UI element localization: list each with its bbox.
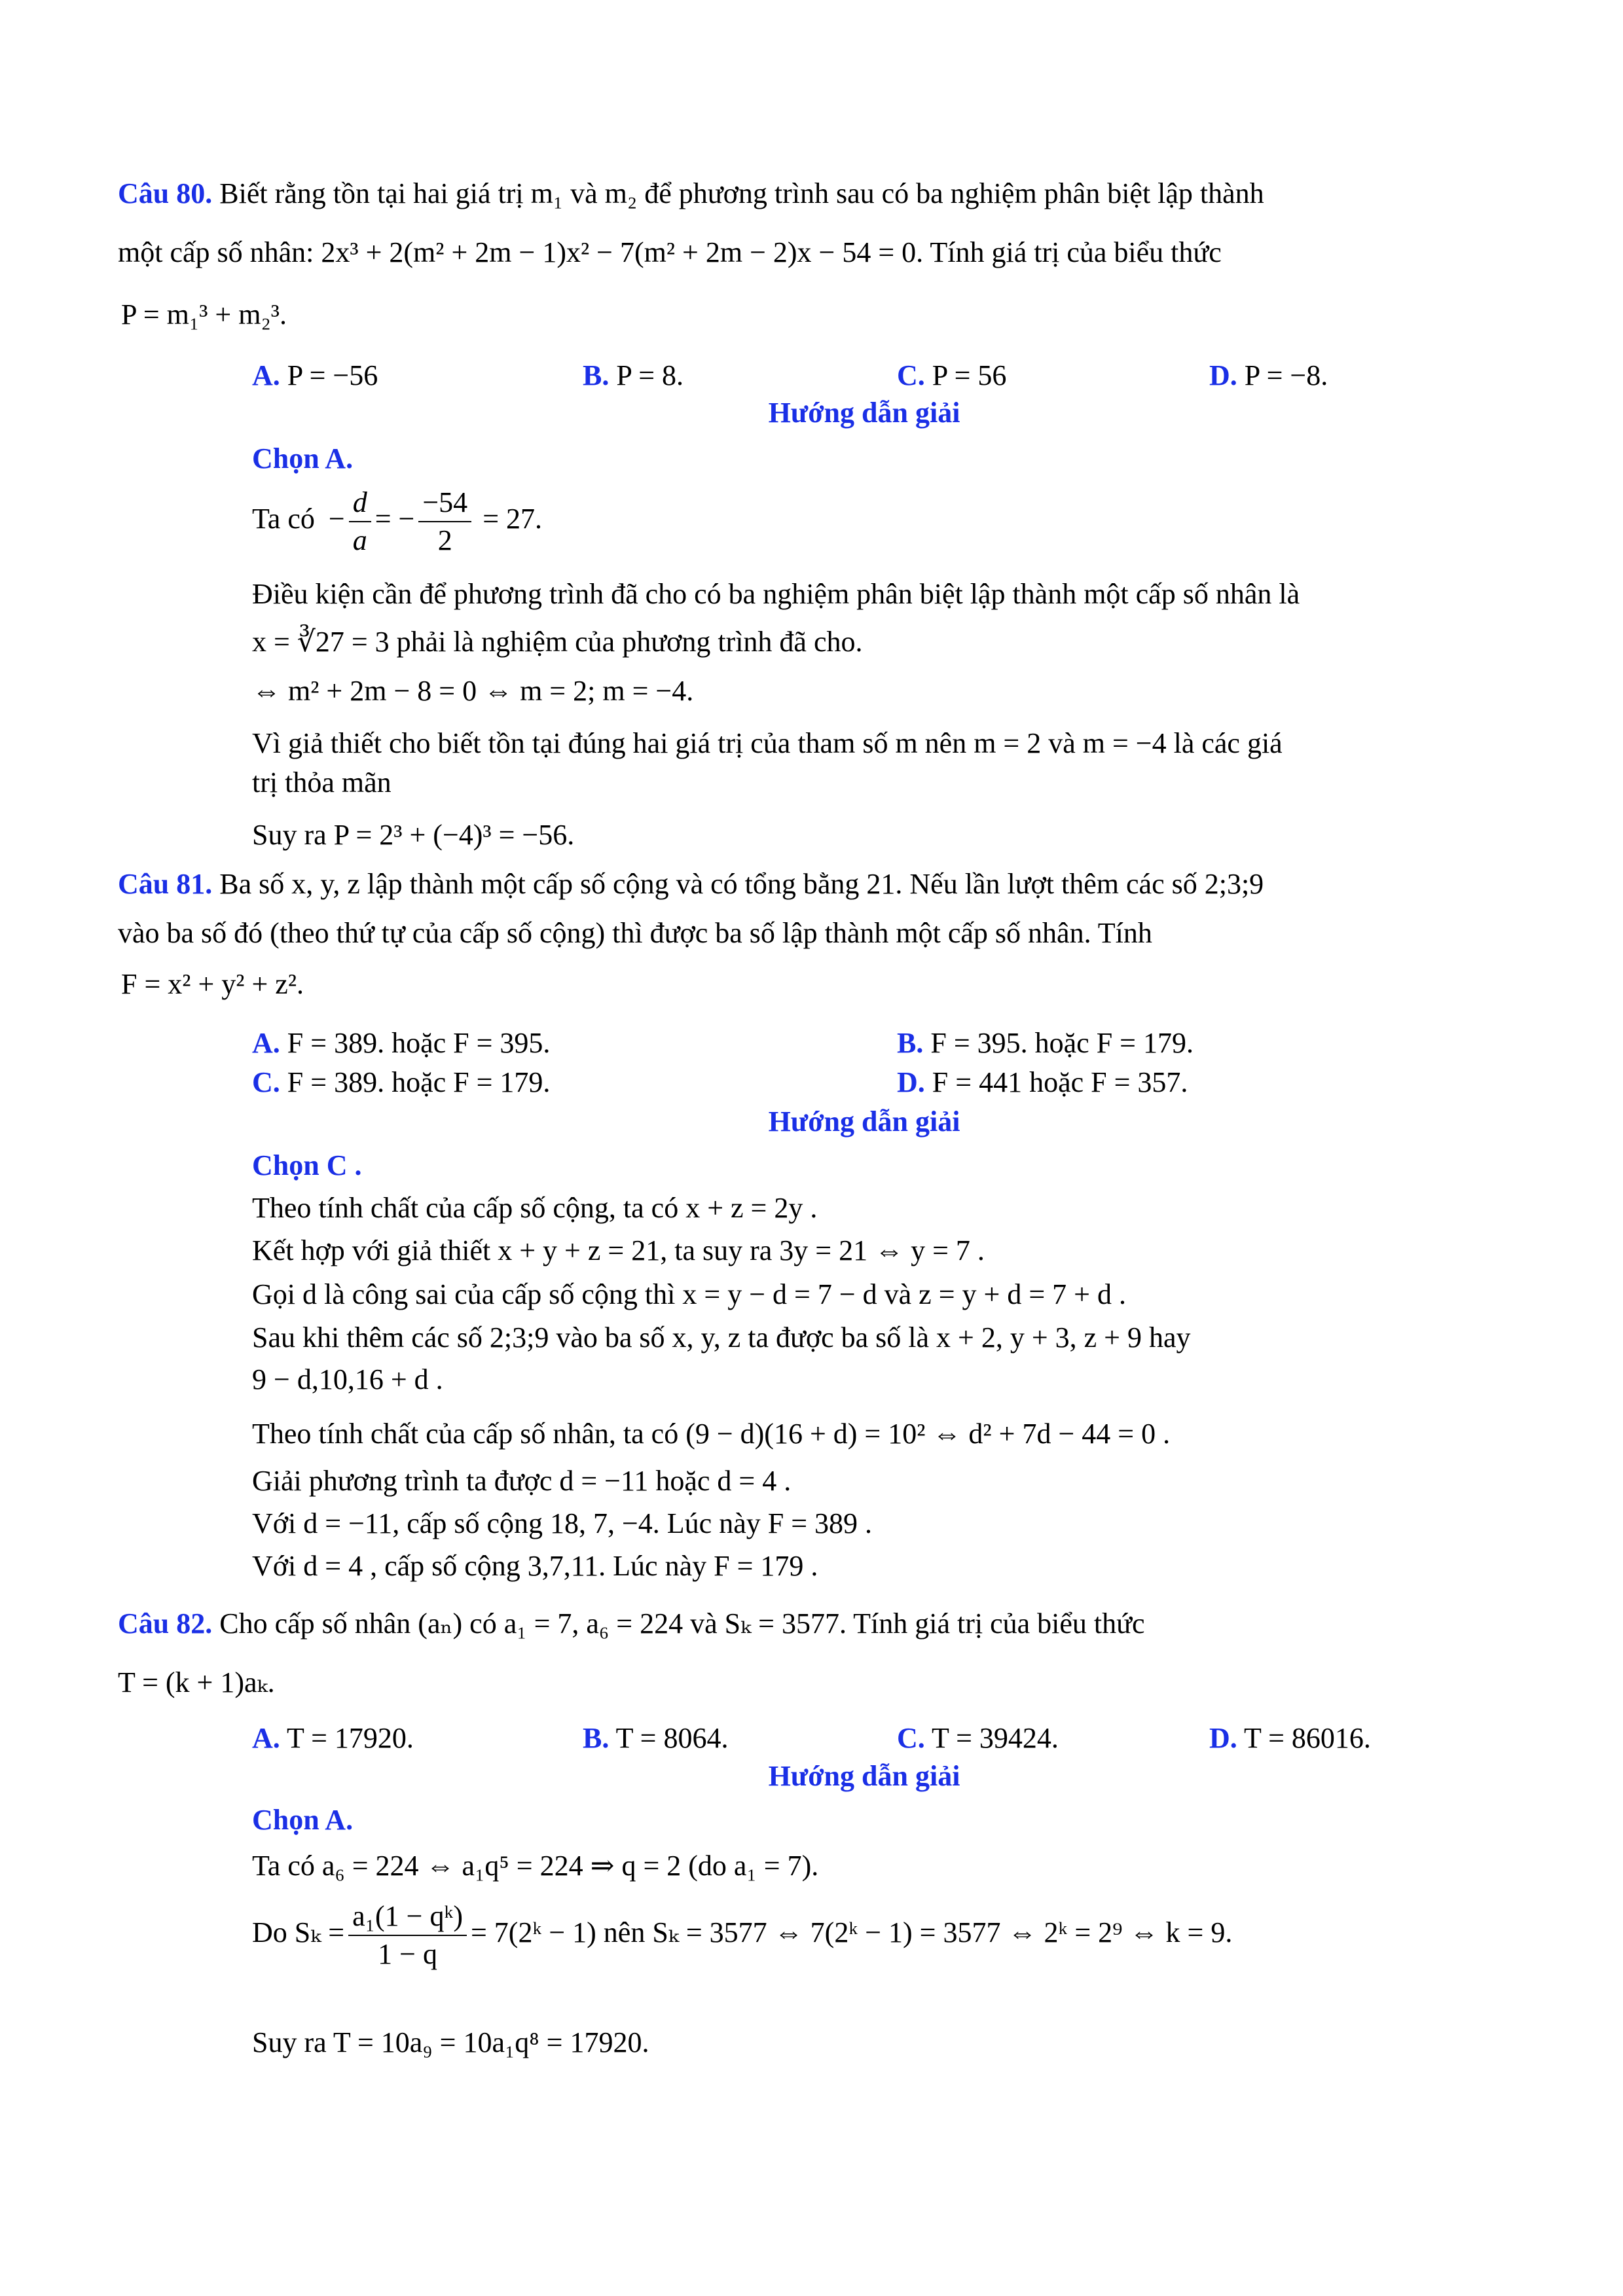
q80-sol5: Vì giả thiết cho biết tồn tại đúng hai giá trị của tham số m nên m = 2 và m = −4 là các giá [252, 727, 1283, 759]
q81-label: Câu 81. [118, 868, 213, 900]
q82-sol2: Do Sₖ = $\frac{\text{a₁(1 − qᵏ)}}{1 - q}$ = 7(2ᵏ − 1) nên Sₖ = 3577 ⇔ 7(2ᵏ − 1) = 3577 ⇔ 2ᵏ = 2⁹ ⇔ k = 9. [252, 1898, 1232, 1973]
q81-sol6: Theo tính chất của cấp số nhân, ta có (9 − d)(16 + d) = 10² ⇔ d² + 7d − 44 = 0 . [252, 1418, 1171, 1450]
q82-label: Câu 82. [118, 1607, 213, 1640]
q82-sum-fraction: $\frac{\text{a₁(1 − qᵏ)}}{1 - q}$ [348, 1898, 467, 1973]
q80-line2: một cấp số nhân: 2x³ + 2(m² + 2m − 1)x² − 7(m² + 2m − 2)x − 54 = 0. Tính giá trị của biểu thức [118, 236, 1222, 268]
q80-sol2: Điều kiện cần để phương trình đã cho có ba nghiệm phân biệt lập thành một cấp số nhân là [252, 578, 1300, 610]
q80-sol3: x = ∛27 = 3 phải là nghiệm của phương trình đã cho. [252, 626, 863, 658]
q80-guide-heading: Hướng dẫn giải [768, 397, 960, 429]
q81-sol8: Với d = −11, cấp số cộng 18, 7, −4. Lúc này F = 389 . [252, 1507, 873, 1539]
q82-line1 [118, 1607, 1145, 1641]
q81-option-d: D. F = 441 hoặc F = 357. [897, 1066, 1188, 1098]
q80-option-c: C. P = 56 [897, 359, 1007, 391]
q82-sol1: Ta có a₆ = 224 ⇔ a₁q⁵ = 224 ⇒ q = 2 (do a₁ = 7). [252, 1850, 819, 1882]
q81-guide-heading: Hướng dẫn giải [768, 1105, 960, 1138]
q82-option-d: D. T = 86016. [1209, 1722, 1371, 1754]
q81-line1 [118, 867, 1264, 901]
q82-option-a: A. T = 17920. [252, 1722, 414, 1754]
q80-sol6: trị thỏa mãn [252, 766, 392, 798]
q82-guide-heading: Hướng dẫn giải [768, 1760, 960, 1792]
q81-choice: Chọn C . [252, 1149, 362, 1181]
q81-text1: Ba số x, y, z lập thành một cấp số cộng và có tổng bằng 21. Nếu lần lượt thêm các số 2;3;9 [219, 868, 1264, 900]
q82-option-b: B. T = 8064. [583, 1722, 729, 1754]
q80-text1: Biết rằng tồn tại hai giá trị m₁ và m₂ để phương trình sau có ba nghiệm phân biệt lập thành [219, 177, 1264, 209]
q80-choice: Chọn A. [252, 442, 354, 475]
q81-sol3: Gọi d là công sai của cấp số cộng thì x = y − d = 7 − d và z = y + d = 7 + d . [252, 1278, 1126, 1310]
q80-line3: P = m₁³ + m₂³. [121, 298, 287, 331]
q81-sol9: Với d = 4 , cấp số cộng 3,7,11. Lúc này F = 179 . [252, 1550, 818, 1582]
q80-fraction-d-over-a: $\frac{d}{a}$ [349, 484, 371, 559]
q81-sol4: Sau khi thêm các số 2;3;9 vào ba số x, y, z ta được ba số là x + 2, y + 3, z + 9 hay [252, 1321, 1191, 1354]
q82-text1: Cho cấp số nhân (aₙ) có a₁ = 7, a₆ = 224 và Sₖ = 3577. Tính giá trị của biểu thức [219, 1607, 1145, 1640]
q80-fraction-54-over-2: $\frac{-54}{2}$ [418, 484, 471, 559]
q81-sol1: Theo tính chất của cấp số cộng, ta có x + z = 2y . [252, 1192, 818, 1224]
q82-choice: Chọn A. [252, 1804, 354, 1836]
q80-sol1: Ta có − $\frac{d}{a}$ = − $\frac{-54}{2}$ = 27. [252, 484, 542, 559]
q80-sol4: ⇔ m² + 2m − 8 = 0 ⇔ m = 2; m = −4. [252, 675, 694, 707]
q81-line3: F = x² + y² + z². [121, 968, 304, 1000]
q80-sol7: Suy ra P = 2³ + (−4)³ = −56. [252, 819, 575, 851]
q82-option-c: C. T = 39424. [897, 1722, 1059, 1754]
q81-line2: vào ba số đó (theo thứ tự của cấp số cộng) thì được ba số lập thành một cấp số nhân. Tính [118, 917, 1152, 949]
q80-option-b: B. P = 8. [583, 359, 684, 391]
q81-sol2: Kết hợp với giả thiết x + y + z = 21, ta suy ra 3y = 21 ⇔ y = 7 . [252, 1234, 985, 1266]
q81-option-b: B. F = 395. hoặc F = 179. [897, 1027, 1194, 1059]
q80-line1 [118, 177, 1264, 211]
q80-option-a: A. P = −56 [252, 359, 378, 391]
q81-sol7: Giải phương trình ta được d = −11 hoặc d = 4 . [252, 1465, 792, 1497]
q80-option-d: D. P = −8. [1209, 359, 1328, 391]
q81-sol5: 9 − d,10,16 + d . [252, 1363, 443, 1395]
q80-label: Câu 80. [118, 177, 213, 209]
q81-option-a: A. F = 389. hoặc F = 395. [252, 1027, 551, 1059]
q82-line2: T = (k + 1)aₖ. [118, 1666, 275, 1698]
q82-sol3: Suy ra T = 10a₉ = 10a₁q⁸ = 17920. [252, 2026, 649, 2058]
q81-option-c: C. F = 389. hoặc F = 179. [252, 1066, 551, 1098]
